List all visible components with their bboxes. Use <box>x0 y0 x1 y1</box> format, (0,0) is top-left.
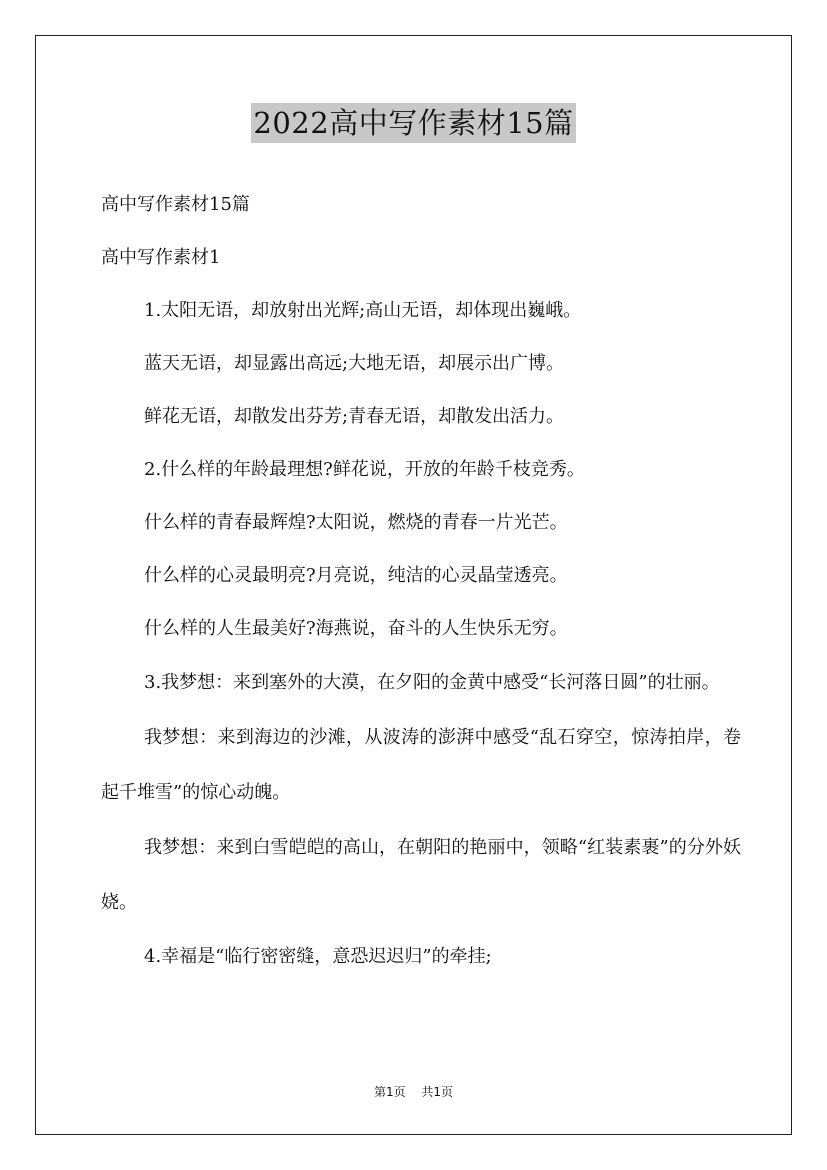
paragraph: 4.幸福是“临行密密缝，意恐迟迟归”的牵挂; <box>144 946 492 967</box>
paragraph: 鲜花无语，却散发出芬芳;青春无语，却散发出活力。 <box>144 406 565 427</box>
paragraph: 什么样的人生最美好?海燕说，奋斗的人生快乐无穷。 <box>144 618 568 639</box>
paragraph: 3.我梦想：来到塞外的大漠，在夕阳的金黄中感受“长河落日圆”的壮丽。 <box>144 672 720 693</box>
document-body <box>101 178 741 983</box>
paragraph: 什么样的青春最辉煌?太阳说，燃烧的青春一片光芒。 <box>144 512 568 533</box>
title-container <box>0 103 827 143</box>
paragraph: 1.太阳无语，却放射出光辉;高山无语，却体现出巍峨。 <box>144 300 582 321</box>
paragraph: 2.什么样的年龄最理想?鲜花说，开放的年龄千枝竞秀。 <box>144 459 585 480</box>
document-title: 2022高中写作素材15篇 <box>251 103 575 143</box>
subtitle: 高中写作素材15篇 <box>101 194 250 215</box>
paragraph: 我梦想：来到海边的沙滩，从波涛的澎湃中感受“乱石穿空，惊涛拍岸，卷起千堆雪”的惊心动魄。 <box>101 727 741 803</box>
paragraph: 蓝天无语，却显露出高远;大地无语，却展示出广博。 <box>144 353 565 374</box>
page-number: 第1页 <box>373 1085 406 1099</box>
page-footer <box>0 1083 827 1100</box>
paragraph: 什么样的心灵最明亮?月亮说，纯洁的心灵晶莹透亮。 <box>144 565 568 586</box>
paragraph: 我梦想：来到白雪皑皑的高山，在朝阳的艳丽中，领略“红装素裹”的分外妖娆。 <box>101 837 741 913</box>
section-heading: 高中写作素材1 <box>101 247 221 268</box>
page-total: 共1页 <box>421 1085 454 1099</box>
